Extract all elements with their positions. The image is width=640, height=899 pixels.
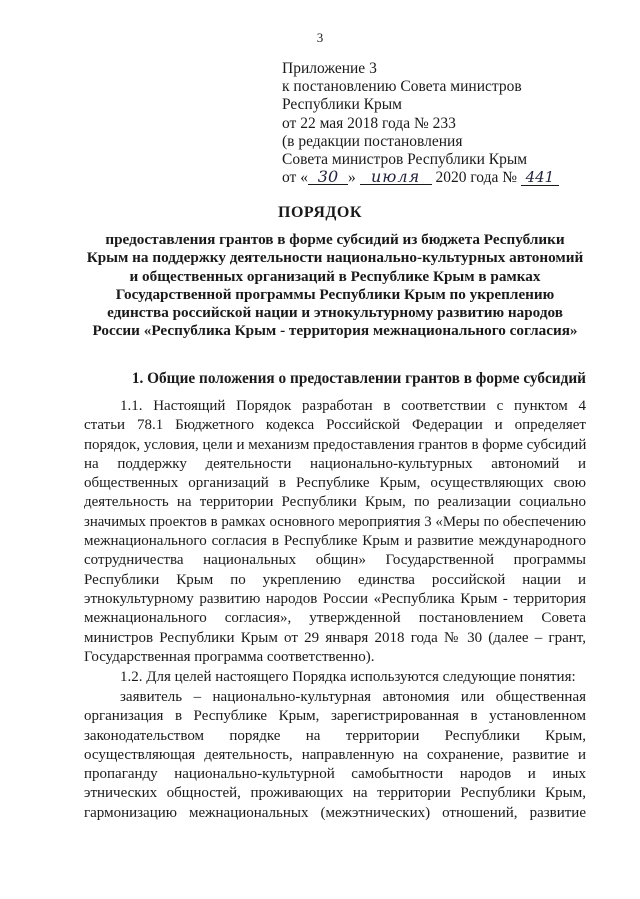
date-prefix: от « bbox=[282, 169, 308, 187]
document-subtitle bbox=[84, 231, 586, 341]
appendix-line: (в редакции постановления bbox=[282, 132, 463, 150]
paragraph-line: общественных организаций в Республике Крым, осуществляющих свою bbox=[84, 475, 586, 492]
paragraph-line: межнационального согласия», утвержденной постановлением Совета bbox=[84, 610, 586, 627]
paragraph-line: Государственная программа соответственно). bbox=[84, 648, 375, 665]
paragraph-line: значимых проектов в рамках основного мероприятия 3 «Меры по обеспечению bbox=[84, 513, 586, 530]
appendix-line: от 22 мая 2018 года № 233 bbox=[282, 114, 456, 132]
paragraph-line: министров Республики Крым от 29 января 2018 года № 30 (далее – грант, bbox=[84, 629, 586, 646]
paragraph-line: этнокультурному развитию народов России «Республика Крым - территория bbox=[84, 590, 586, 607]
subtitle-line: единства российской нации и этнокультурному развитию народов bbox=[107, 304, 563, 322]
appendix-line: Приложение 3 bbox=[282, 60, 377, 77]
appendix-line: Республики Крым bbox=[282, 96, 402, 114]
page-number: 3 bbox=[316, 30, 324, 45]
paragraph-line: пропаганду национально-культурной самобытности народов и иных bbox=[84, 766, 586, 783]
appendix-date-line bbox=[282, 169, 612, 187]
handwritten-number: 441 bbox=[521, 170, 559, 186]
paragraph-line: межнационального согласия в Республике Крым и развитие международного bbox=[84, 533, 586, 550]
appendix-block bbox=[282, 60, 612, 187]
subtitle-line: предоставления грантов в форме субсидий из бюджета Республики bbox=[105, 231, 565, 248]
paragraph-line: порядок, условия, цели и механизм предоставления грантов в форме субсидий bbox=[84, 436, 587, 453]
date-mid: » bbox=[347, 169, 356, 187]
document-title: ПОРЯДОК bbox=[278, 204, 362, 221]
paragraph-applicant bbox=[84, 688, 586, 823]
paragraph-line: на поддержку деятельности национально-культурных автономий и bbox=[84, 455, 586, 472]
paragraph-line: законодательством порядке на территории Республики Крым, bbox=[84, 727, 586, 744]
handwritten-month: июля bbox=[360, 169, 432, 185]
paragraph-line: статьи 78.1 Бюджетного кодекса Российской Федерации и определяет bbox=[84, 417, 586, 434]
paragraph-line: осуществляющая деятельность, направленную на сохранение, развитие и bbox=[84, 746, 586, 763]
paragraph-line: заявитель – национально-культурная автономия или общественная bbox=[120, 689, 586, 705]
paragraph-line: гармонизацию межнациональных (межэтнических) отношений, развитие bbox=[84, 804, 586, 821]
handwritten-day: 30 bbox=[308, 169, 348, 185]
subtitle-line: России «Республика Крым - территория межнационального согласия» bbox=[92, 322, 578, 340]
appendix-line: Совета министров Республики Крым bbox=[282, 151, 528, 169]
paragraph-line: сотрудничества национальных общин» Государственной программы bbox=[84, 552, 586, 569]
paragraph-line: деятельность на территории Республики Крым, по реализации социально bbox=[84, 494, 586, 511]
paragraph-line: этнических общностей, проживающих на территории Республики Крым, bbox=[84, 785, 586, 802]
appendix-line: к постановлению Совета министров bbox=[282, 78, 522, 96]
paragraph-line: 1.2. Для целей настоящего Порядка используются следующие понятия: bbox=[120, 669, 576, 685]
subtitle-line: и общественных организаций в Республике Крым в рамках bbox=[129, 267, 541, 285]
section-heading: 1. Общие положения о предоставлении грантов в форме субсидий bbox=[131, 370, 586, 387]
paragraph-1-1 bbox=[84, 397, 586, 667]
paragraph-1-2 bbox=[84, 668, 586, 687]
paragraph-line: Республики Крым по укреплению единства российской нации и bbox=[84, 571, 586, 588]
paragraph-line: 1.1. Настоящий Порядок разработан в соответствии с пунктом 4 bbox=[120, 398, 586, 414]
paragraph-line: организация в Республике Крым, зарегистрированная в установленном bbox=[84, 708, 586, 725]
subtitle-line: Государственной программы Республики Крым по укреплению bbox=[115, 285, 555, 303]
subtitle-line: Крым на поддержку деятельности национально-культурных автономий bbox=[86, 249, 584, 267]
date-year: 2020 года № bbox=[435, 169, 518, 187]
